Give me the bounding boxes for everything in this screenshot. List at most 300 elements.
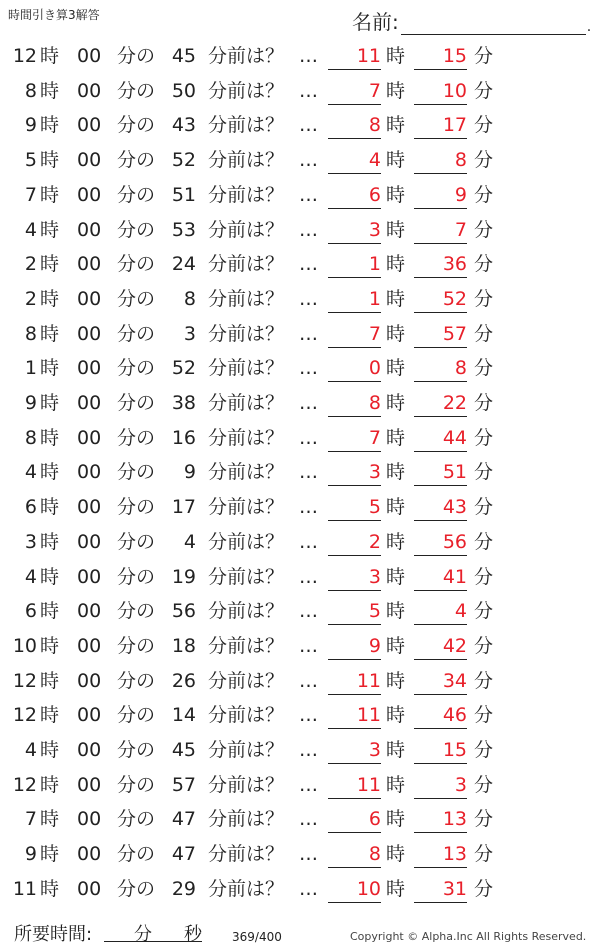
ji-label: 時 — [386, 426, 406, 449]
time-required-label: 所要時間: — [14, 924, 93, 945]
fun-mae-label: 分前は？ — [208, 392, 285, 414]
hour: 9 — [24, 114, 37, 137]
zero-minutes: 00 — [77, 843, 102, 866]
fun-mae-label: 分前は？ — [208, 704, 285, 727]
hour: 11 — [12, 877, 37, 900]
fun-no-label: 分の — [117, 45, 156, 67]
time-required-field[interactable] — [104, 920, 202, 945]
problem-row — [0, 733, 600, 768]
answer-minute: 17 — [414, 108, 467, 139]
ji-label: 時 — [386, 634, 406, 657]
problem-row — [0, 143, 600, 178]
fun-mae-label: 分前は？ — [208, 565, 285, 588]
hour: 2 — [24, 287, 37, 310]
fun-label: 分 — [474, 79, 494, 102]
ji-label: 時 — [40, 600, 60, 623]
fun-mae-label: 分前は？ — [208, 218, 285, 241]
fun-no-label: 分の — [117, 739, 156, 761]
ellipsis: … — [299, 634, 318, 657]
subtract-minutes: 45 — [171, 45, 196, 67]
fun-no-label: 分の — [117, 287, 156, 310]
problem-row — [0, 490, 600, 525]
answer-minute: 42 — [414, 629, 467, 660]
ji-label: 時 — [40, 287, 60, 310]
subtract-minutes: 43 — [171, 114, 196, 137]
fun-label: 分 — [474, 183, 494, 206]
fun-no-label: 分の — [117, 253, 156, 276]
zero-minutes: 00 — [77, 877, 102, 900]
answer-hour: 8 — [328, 837, 381, 868]
ellipsis: … — [299, 253, 318, 276]
ellipsis: … — [299, 877, 318, 900]
hour: 3 — [24, 530, 37, 553]
ji-label: 時 — [40, 183, 60, 206]
answer-hour: 11 — [328, 664, 381, 695]
answer-minute: 13 — [414, 802, 467, 833]
fun-no-label: 分の — [117, 843, 156, 866]
fun-label: 分 — [474, 739, 494, 761]
fun-label: 分 — [474, 392, 494, 414]
ji-label: 時 — [40, 392, 60, 414]
ji-label: 時 — [40, 773, 60, 796]
hour: 10 — [12, 634, 37, 657]
subtract-minutes: 17 — [171, 496, 196, 519]
answer-minute: 9 — [414, 178, 467, 209]
fun-no-label: 分の — [117, 808, 156, 831]
answer-hour: 3 — [328, 213, 381, 244]
problem-row — [0, 768, 600, 803]
ji-label: 時 — [40, 565, 60, 588]
zero-minutes: 00 — [77, 322, 102, 345]
subtract-minutes: 8 — [183, 287, 196, 310]
problem-row — [0, 872, 600, 907]
ellipsis: … — [299, 704, 318, 727]
zero-minutes: 00 — [77, 218, 102, 241]
ellipsis: … — [299, 392, 318, 414]
fun-mae-label: 分前は？ — [208, 461, 285, 484]
answer-minute: 56 — [414, 525, 467, 556]
fun-label: 分 — [474, 253, 494, 276]
answer-minute: 43 — [414, 490, 467, 521]
hour: 8 — [24, 79, 37, 102]
subtract-minutes: 26 — [171, 669, 196, 692]
name-end-mark: . — [586, 19, 592, 35]
answer-minute: 41 — [414, 560, 467, 591]
ellipsis: … — [299, 461, 318, 484]
ji-label: 時 — [386, 114, 406, 137]
ellipsis: … — [299, 739, 318, 761]
ji-label: 時 — [40, 669, 60, 692]
fun-mae-label: 分前は？ — [208, 287, 285, 310]
ellipsis: … — [299, 183, 318, 206]
problem-row — [0, 837, 600, 872]
fun-mae-label: 分前は？ — [208, 114, 285, 137]
fun-no-label: 分の — [117, 357, 156, 380]
ji-label: 時 — [40, 808, 60, 831]
answer-minute: 8 — [414, 351, 467, 382]
problem-row — [0, 525, 600, 560]
answer-hour: 11 — [328, 768, 381, 799]
hour: 8 — [24, 426, 37, 449]
fun-label: 分 — [474, 843, 494, 866]
ji-label: 時 — [386, 45, 406, 67]
answer-minute: 7 — [414, 213, 467, 244]
subtract-minutes: 16 — [171, 426, 196, 449]
ellipsis: … — [299, 79, 318, 102]
subtract-minutes: 24 — [171, 253, 196, 276]
ji-label: 時 — [386, 877, 406, 900]
ji-label: 時 — [386, 218, 406, 241]
answer-minute: 22 — [414, 386, 467, 417]
hour: 12 — [12, 704, 37, 727]
fun-mae-label: 分前は？ — [208, 773, 285, 796]
fun-mae-label: 分前は？ — [208, 253, 285, 276]
hour: 6 — [24, 600, 37, 623]
fun-label: 分 — [474, 426, 494, 449]
answer-minute: 44 — [414, 421, 467, 452]
answer-hour: 7 — [328, 317, 381, 348]
hour: 4 — [24, 739, 37, 761]
answer-minute: 52 — [414, 282, 467, 313]
zero-minutes: 00 — [77, 704, 102, 727]
fun-no-label: 分の — [117, 530, 156, 553]
problem-row — [0, 178, 600, 213]
ji-label: 時 — [386, 183, 406, 206]
ji-label: 時 — [40, 461, 60, 484]
subtract-minutes: 47 — [171, 843, 196, 866]
subtract-minutes: 52 — [171, 357, 196, 380]
fun-label: 分 — [474, 357, 494, 380]
subtract-minutes: 51 — [171, 183, 196, 206]
problem-row — [0, 351, 600, 386]
zero-minutes: 00 — [77, 392, 102, 414]
ji-label: 時 — [386, 253, 406, 276]
fun-no-label: 分の — [117, 600, 156, 623]
answer-minute: 3 — [414, 768, 467, 799]
zero-minutes: 00 — [77, 773, 102, 796]
problem-row — [0, 421, 600, 456]
answer-minute: 31 — [414, 872, 467, 903]
fun-mae-label: 分前は？ — [208, 357, 285, 380]
hour: 9 — [24, 843, 37, 866]
answer-hour: 8 — [328, 386, 381, 417]
ellipsis: … — [299, 600, 318, 623]
subtract-minutes: 47 — [171, 808, 196, 831]
ji-label: 時 — [40, 843, 60, 866]
answer-minute: 57 — [414, 317, 467, 348]
answer-hour: 5 — [328, 594, 381, 625]
fun-no-label: 分の — [117, 114, 156, 137]
zero-minutes: 00 — [77, 669, 102, 692]
fun-no-label: 分の — [117, 149, 156, 172]
time-sec-label: 秒 — [184, 924, 202, 945]
answer-hour: 3 — [328, 560, 381, 591]
ji-label: 時 — [40, 634, 60, 657]
zero-minutes: 00 — [77, 183, 102, 206]
fun-no-label: 分の — [117, 773, 156, 796]
fun-no-label: 分の — [117, 392, 156, 414]
ji-label: 時 — [386, 773, 406, 796]
fun-label: 分 — [474, 287, 494, 310]
fun-label: 分 — [474, 704, 494, 727]
fun-mae-label: 分前は？ — [208, 426, 285, 449]
problem-row — [0, 802, 600, 837]
fun-mae-label: 分前は？ — [208, 183, 285, 206]
problem-row — [0, 247, 600, 282]
ellipsis: … — [299, 530, 318, 553]
ji-label: 時 — [386, 704, 406, 727]
subtract-minutes: 57 — [171, 773, 196, 796]
ji-label: 時 — [40, 253, 60, 276]
copyright: Copyright © Alpha.Inc All Rights Reserved. — [350, 930, 587, 943]
hour: 8 — [24, 322, 37, 345]
fun-label: 分 — [474, 149, 494, 172]
fun-mae-label: 分前は？ — [208, 149, 285, 172]
answer-hour: 9 — [328, 629, 381, 660]
problem-row — [0, 317, 600, 352]
ellipsis: … — [299, 773, 318, 796]
answer-hour: 3 — [328, 733, 381, 764]
fun-mae-label: 分前は？ — [208, 530, 285, 553]
ji-label: 時 — [40, 496, 60, 519]
subtract-minutes: 52 — [171, 149, 196, 172]
fun-mae-label: 分前は？ — [208, 600, 285, 623]
fun-mae-label: 分前は？ — [208, 496, 285, 519]
zero-minutes: 00 — [77, 114, 102, 137]
problem-row — [0, 560, 600, 595]
ji-label: 時 — [40, 218, 60, 241]
answer-hour: 1 — [328, 282, 381, 313]
ji-label: 時 — [386, 739, 406, 761]
fun-no-label: 分の — [117, 461, 156, 484]
fun-label: 分 — [474, 634, 494, 657]
fun-mae-label: 分前は？ — [208, 79, 285, 102]
ji-label: 時 — [386, 79, 406, 102]
problem-row — [0, 386, 600, 421]
fun-no-label: 分の — [117, 877, 156, 900]
fun-label: 分 — [474, 808, 494, 831]
zero-minutes: 00 — [77, 45, 102, 67]
hour: 6 — [24, 496, 37, 519]
ellipsis: … — [299, 808, 318, 831]
problem-row — [0, 698, 600, 733]
fun-label: 分 — [474, 114, 494, 137]
subtract-minutes: 14 — [171, 704, 196, 727]
zero-minutes: 00 — [77, 461, 102, 484]
zero-minutes: 00 — [77, 634, 102, 657]
ji-label: 時 — [40, 79, 60, 102]
problem-row — [0, 213, 600, 248]
fun-mae-label: 分前は？ — [208, 808, 285, 831]
fun-label: 分 — [474, 218, 494, 241]
answer-hour: 11 — [328, 39, 381, 70]
zero-minutes: 00 — [77, 253, 102, 276]
hour: 4 — [24, 565, 37, 588]
name-label: 名前: — [352, 10, 399, 34]
fun-label: 分 — [474, 461, 494, 484]
answer-hour: 5 — [328, 490, 381, 521]
hour: 4 — [24, 218, 37, 241]
zero-minutes: 00 — [77, 739, 102, 761]
zero-minutes: 00 — [77, 426, 102, 449]
subtract-minutes: 38 — [171, 392, 196, 414]
fun-no-label: 分の — [117, 218, 156, 241]
fun-mae-label: 分前は？ — [208, 634, 285, 657]
answer-hour: 6 — [328, 802, 381, 833]
fun-label: 分 — [474, 565, 494, 588]
zero-minutes: 00 — [77, 808, 102, 831]
answer-minute: 46 — [414, 698, 467, 729]
ji-label: 時 — [386, 392, 406, 414]
fun-label: 分 — [474, 496, 494, 519]
zero-minutes: 00 — [77, 357, 102, 380]
ji-label: 時 — [386, 357, 406, 380]
hour: 9 — [24, 392, 37, 414]
answer-hour: 0 — [328, 351, 381, 382]
answer-minute: 15 — [414, 733, 467, 764]
page-number: 369/400 — [232, 930, 282, 944]
answer-hour: 3 — [328, 455, 381, 486]
answer-hour: 4 — [328, 143, 381, 174]
ji-label: 時 — [40, 426, 60, 449]
fun-label: 分 — [474, 877, 494, 900]
ji-label: 時 — [40, 114, 60, 137]
fun-mae-label: 分前は？ — [208, 45, 285, 67]
answer-hour: 8 — [328, 108, 381, 139]
problem-row — [0, 74, 600, 109]
fun-no-label: 分の — [117, 565, 156, 588]
fun-no-label: 分の — [117, 496, 156, 519]
answer-minute: 10 — [414, 74, 467, 105]
ji-label: 時 — [386, 530, 406, 553]
fun-label: 分 — [474, 322, 494, 345]
ji-label: 時 — [386, 496, 406, 519]
ji-label: 時 — [386, 565, 406, 588]
hour: 5 — [24, 149, 37, 172]
name-area — [352, 6, 591, 35]
fun-label: 分 — [474, 773, 494, 796]
ellipsis: … — [299, 843, 318, 866]
ji-label: 時 — [40, 530, 60, 553]
ellipsis: … — [299, 149, 318, 172]
hour: 2 — [24, 253, 37, 276]
fun-no-label: 分の — [117, 183, 156, 206]
ellipsis: … — [299, 496, 318, 519]
ji-label: 時 — [386, 600, 406, 623]
subtract-minutes: 19 — [171, 565, 196, 588]
hour: 7 — [24, 808, 37, 831]
answer-minute: 15 — [414, 39, 467, 70]
fun-no-label: 分の — [117, 322, 156, 345]
ji-label: 時 — [386, 669, 406, 692]
time-min-label: 分 — [134, 924, 152, 945]
problem-row — [0, 629, 600, 664]
fun-label: 分 — [474, 530, 494, 553]
subtract-minutes: 45 — [171, 739, 196, 761]
name-field[interactable] — [401, 12, 586, 35]
answer-hour: 11 — [328, 698, 381, 729]
answer-hour: 1 — [328, 247, 381, 278]
answer-minute: 13 — [414, 837, 467, 868]
subtract-minutes: 18 — [171, 634, 196, 657]
answer-hour: 2 — [328, 525, 381, 556]
ellipsis: … — [299, 287, 318, 310]
fun-no-label: 分の — [117, 426, 156, 449]
fun-mae-label: 分前は？ — [208, 322, 285, 345]
fun-no-label: 分の — [117, 704, 156, 727]
worksheet-title: 時間引き算3解答 — [8, 8, 100, 22]
fun-mae-label: 分前は？ — [208, 877, 285, 900]
fun-label: 分 — [474, 669, 494, 692]
zero-minutes: 00 — [77, 530, 102, 553]
ji-label: 時 — [386, 808, 406, 831]
zero-minutes: 00 — [77, 600, 102, 623]
ellipsis: … — [299, 114, 318, 137]
zero-minutes: 00 — [77, 287, 102, 310]
ji-label: 時 — [40, 149, 60, 172]
hour: 12 — [12, 669, 37, 692]
ji-label: 時 — [40, 704, 60, 727]
ji-label: 時 — [386, 843, 406, 866]
answer-minute: 36 — [414, 247, 467, 278]
subtract-minutes: 50 — [171, 79, 196, 102]
hour: 4 — [24, 461, 37, 484]
problem-row — [0, 108, 600, 143]
ji-label: 時 — [386, 287, 406, 310]
answer-minute: 8 — [414, 143, 467, 174]
footer — [0, 918, 600, 948]
problem-row — [0, 39, 600, 74]
ellipsis: … — [299, 669, 318, 692]
answer-minute: 4 — [414, 594, 467, 625]
subtract-minutes: 53 — [171, 218, 196, 241]
ji-label: 時 — [40, 877, 60, 900]
hour: 12 — [12, 773, 37, 796]
answer-hour: 7 — [328, 421, 381, 452]
ji-label: 時 — [40, 357, 60, 380]
fun-label: 分 — [474, 45, 494, 67]
subtract-minutes: 4 — [183, 530, 196, 553]
fun-no-label: 分の — [117, 669, 156, 692]
ellipsis: … — [299, 357, 318, 380]
answer-minute: 34 — [414, 664, 467, 695]
answer-hour: 6 — [328, 178, 381, 209]
ellipsis: … — [299, 322, 318, 345]
ellipsis: … — [299, 218, 318, 241]
ji-label: 時 — [40, 739, 60, 761]
ji-label: 時 — [386, 149, 406, 172]
answer-hour: 10 — [328, 872, 381, 903]
ji-label: 時 — [386, 461, 406, 484]
ji-label: 時 — [40, 45, 60, 67]
hour: 12 — [12, 45, 37, 67]
subtract-minutes: 9 — [183, 461, 196, 484]
subtract-minutes: 3 — [183, 322, 196, 345]
fun-label: 分 — [474, 600, 494, 623]
ellipsis: … — [299, 45, 318, 67]
zero-minutes: 00 — [77, 79, 102, 102]
fun-mae-label: 分前は？ — [208, 739, 285, 761]
subtract-minutes: 29 — [171, 877, 196, 900]
answer-hour: 7 — [328, 74, 381, 105]
ellipsis: … — [299, 565, 318, 588]
zero-minutes: 00 — [77, 565, 102, 588]
zero-minutes: 00 — [77, 149, 102, 172]
zero-minutes: 00 — [77, 496, 102, 519]
ji-label: 時 — [386, 322, 406, 345]
fun-mae-label: 分前は？ — [208, 843, 285, 866]
hour: 1 — [24, 357, 37, 380]
